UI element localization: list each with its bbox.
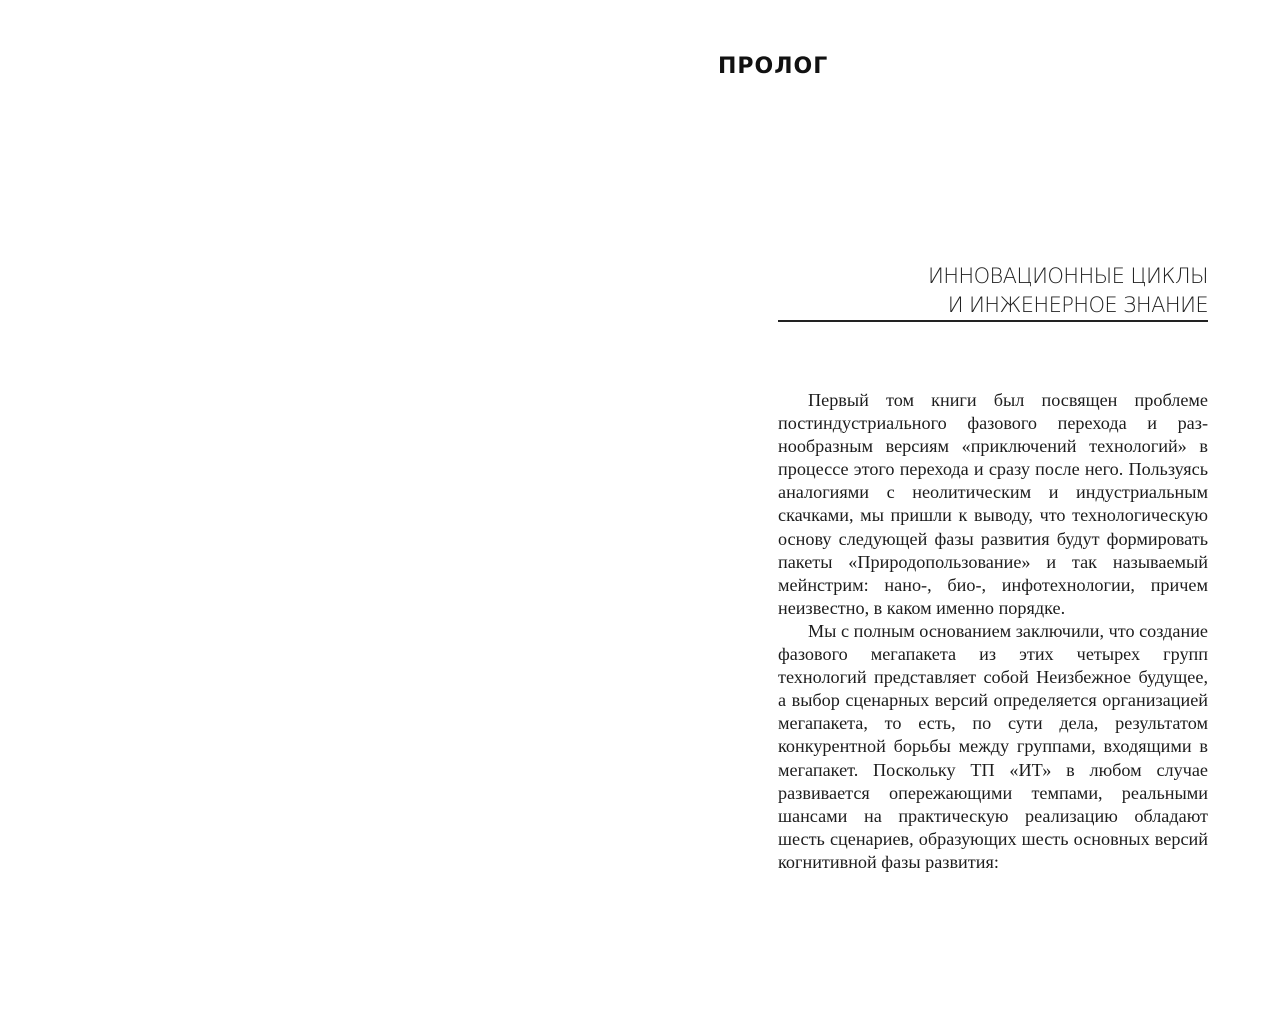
chapter-title-line-2: И ИНЖЕНЕРНОЕ ЗНАНИЕ [947,293,1208,317]
section-header: ПРОЛОГ [718,54,829,79]
title-underline-rule [778,320,1208,322]
body-text [778,389,1208,874]
paragraph-2: Мы с полным основанием заключили, что создание фазового мегапакета из этих четырех групп технологий представляет собой Неизбежное будущее, а выбор сценарных версий определяется организацией мегапакета, то есть, по сути дела, результатом конкурентной борьбы между группами, входящими в мегапакет. Поскольку ТП «ИТ» в любом случае развивается опережающими темпами, реальными шансами на практическую реализацию обладают шесть сценариев, образующих шесть основных версий когнитивной фазы развития: [778,620,1208,872]
chapter-title [768,262,1208,320]
chapter-title-line-1: ИННОВАЦИОННЫЕ ЦИКЛЫ [927,264,1208,288]
right-page [640,0,1280,1009]
paragraph-1: Первый том книги был посвящен проблеме постиндустриального фазового перехода и разнообразным версиям «приключений технологий» в процессе этого перехода и сразу после него. Пользуясь аналогиями с неолитическим и индустриальным скачками, мы пришли к выводу, что технологическую основу следующей фазы развития будут формировать пакеты «Природопользование» и так называемый мейнстрим: нано-, био-, инфотехнологии, причем неизвестно, в каком именно порядке. [778,390,1208,618]
